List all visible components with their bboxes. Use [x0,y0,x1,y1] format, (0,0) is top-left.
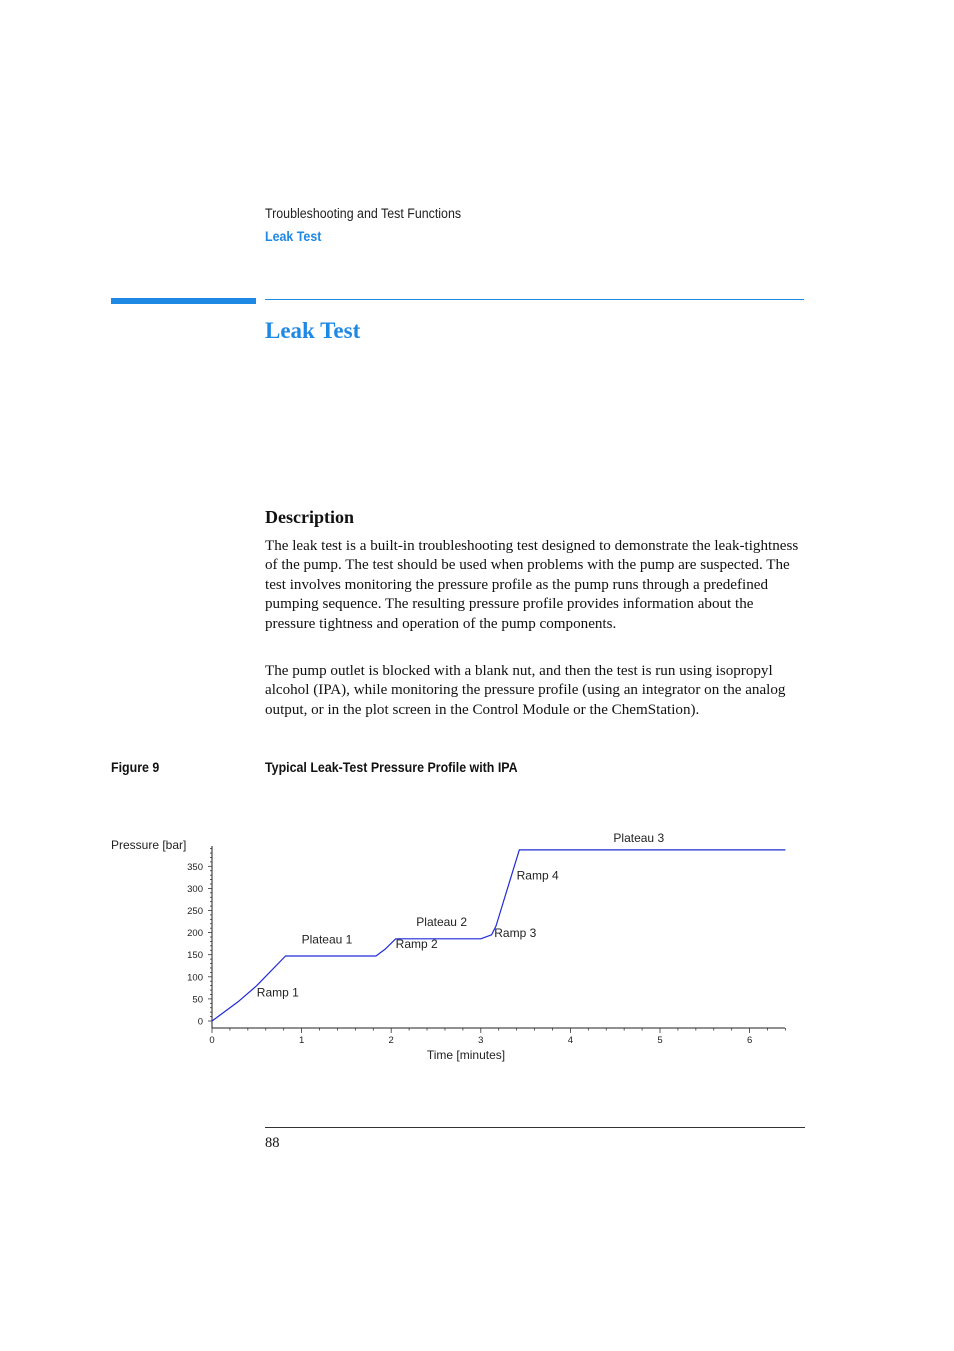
y-tick-label: 50 [192,994,203,1006]
running-header-chapter: Troubleshooting and Test Functions [265,206,462,221]
section-title: Leak Test [265,318,361,343]
chart-annotation: Plateau 1 [301,932,353,947]
y-tick-label: 300 [187,883,203,895]
page-number: 88 [265,1135,280,1151]
chart-ticks [187,849,785,1046]
y-tick-label: 100 [187,972,203,984]
chart-annotations [257,831,665,1000]
x-tick-label: 6 [746,1035,753,1046]
chart-annotation: Ramp 1 [256,985,299,1000]
y-tick-label: 150 [187,950,203,962]
running-header-section: Leak Test [265,229,322,244]
figure-number: Figure 9 [111,760,160,775]
description-paragraph-2: The pump outlet is blocked with a blank nut, and then the test is run using isopropyl alcohol (IPA), while monitoring the pressure profile (using an integrator on the analog output, or in the plot screen in the Control Module or the ChemStation). [265,663,786,718]
chart-annotation: Ramp 4 [516,868,559,883]
x-tick-label: 0 [209,1035,215,1046]
chart-annotation: Plateau 3 [613,830,665,845]
y-tick-label: 0 [197,1016,203,1028]
x-tick-label: 1 [298,1035,305,1046]
x-tick-label: 4 [567,1035,574,1046]
chart-annotation: Ramp 2 [395,937,438,952]
chart-annotation: Plateau 2 [416,914,468,929]
y-tick-label: 250 [187,906,203,917]
x-tick-label: 2 [388,1035,394,1046]
y-tick-label: 200 [187,928,203,940]
x-axis-label: Time [minutes] [426,1048,506,1062]
y-axis-label: Pressure [bar] [111,838,187,852]
chart-annotation: Ramp 3 [494,926,537,941]
figure-caption: Typical Leak-Test Pressure Profile with IPA [265,760,518,775]
x-tick-label: 5 [657,1035,663,1046]
x-tick-label: 3 [478,1035,484,1046]
description-paragraph-1: The leak test is a built-in troubleshooting test designed to demonstrate the leak-tightness of the pump. The test should be used when problems with the pump are suspected. The test involves monitoring the pressure profile as the pump runs through a predefined pumping sequence. The resulting pressure profile provides information about the pressure tightness and operation of the pump components. [265,538,799,632]
y-tick-label: 350 [187,861,203,873]
footer-rule [265,1127,805,1128]
description-heading: Description [265,507,354,527]
